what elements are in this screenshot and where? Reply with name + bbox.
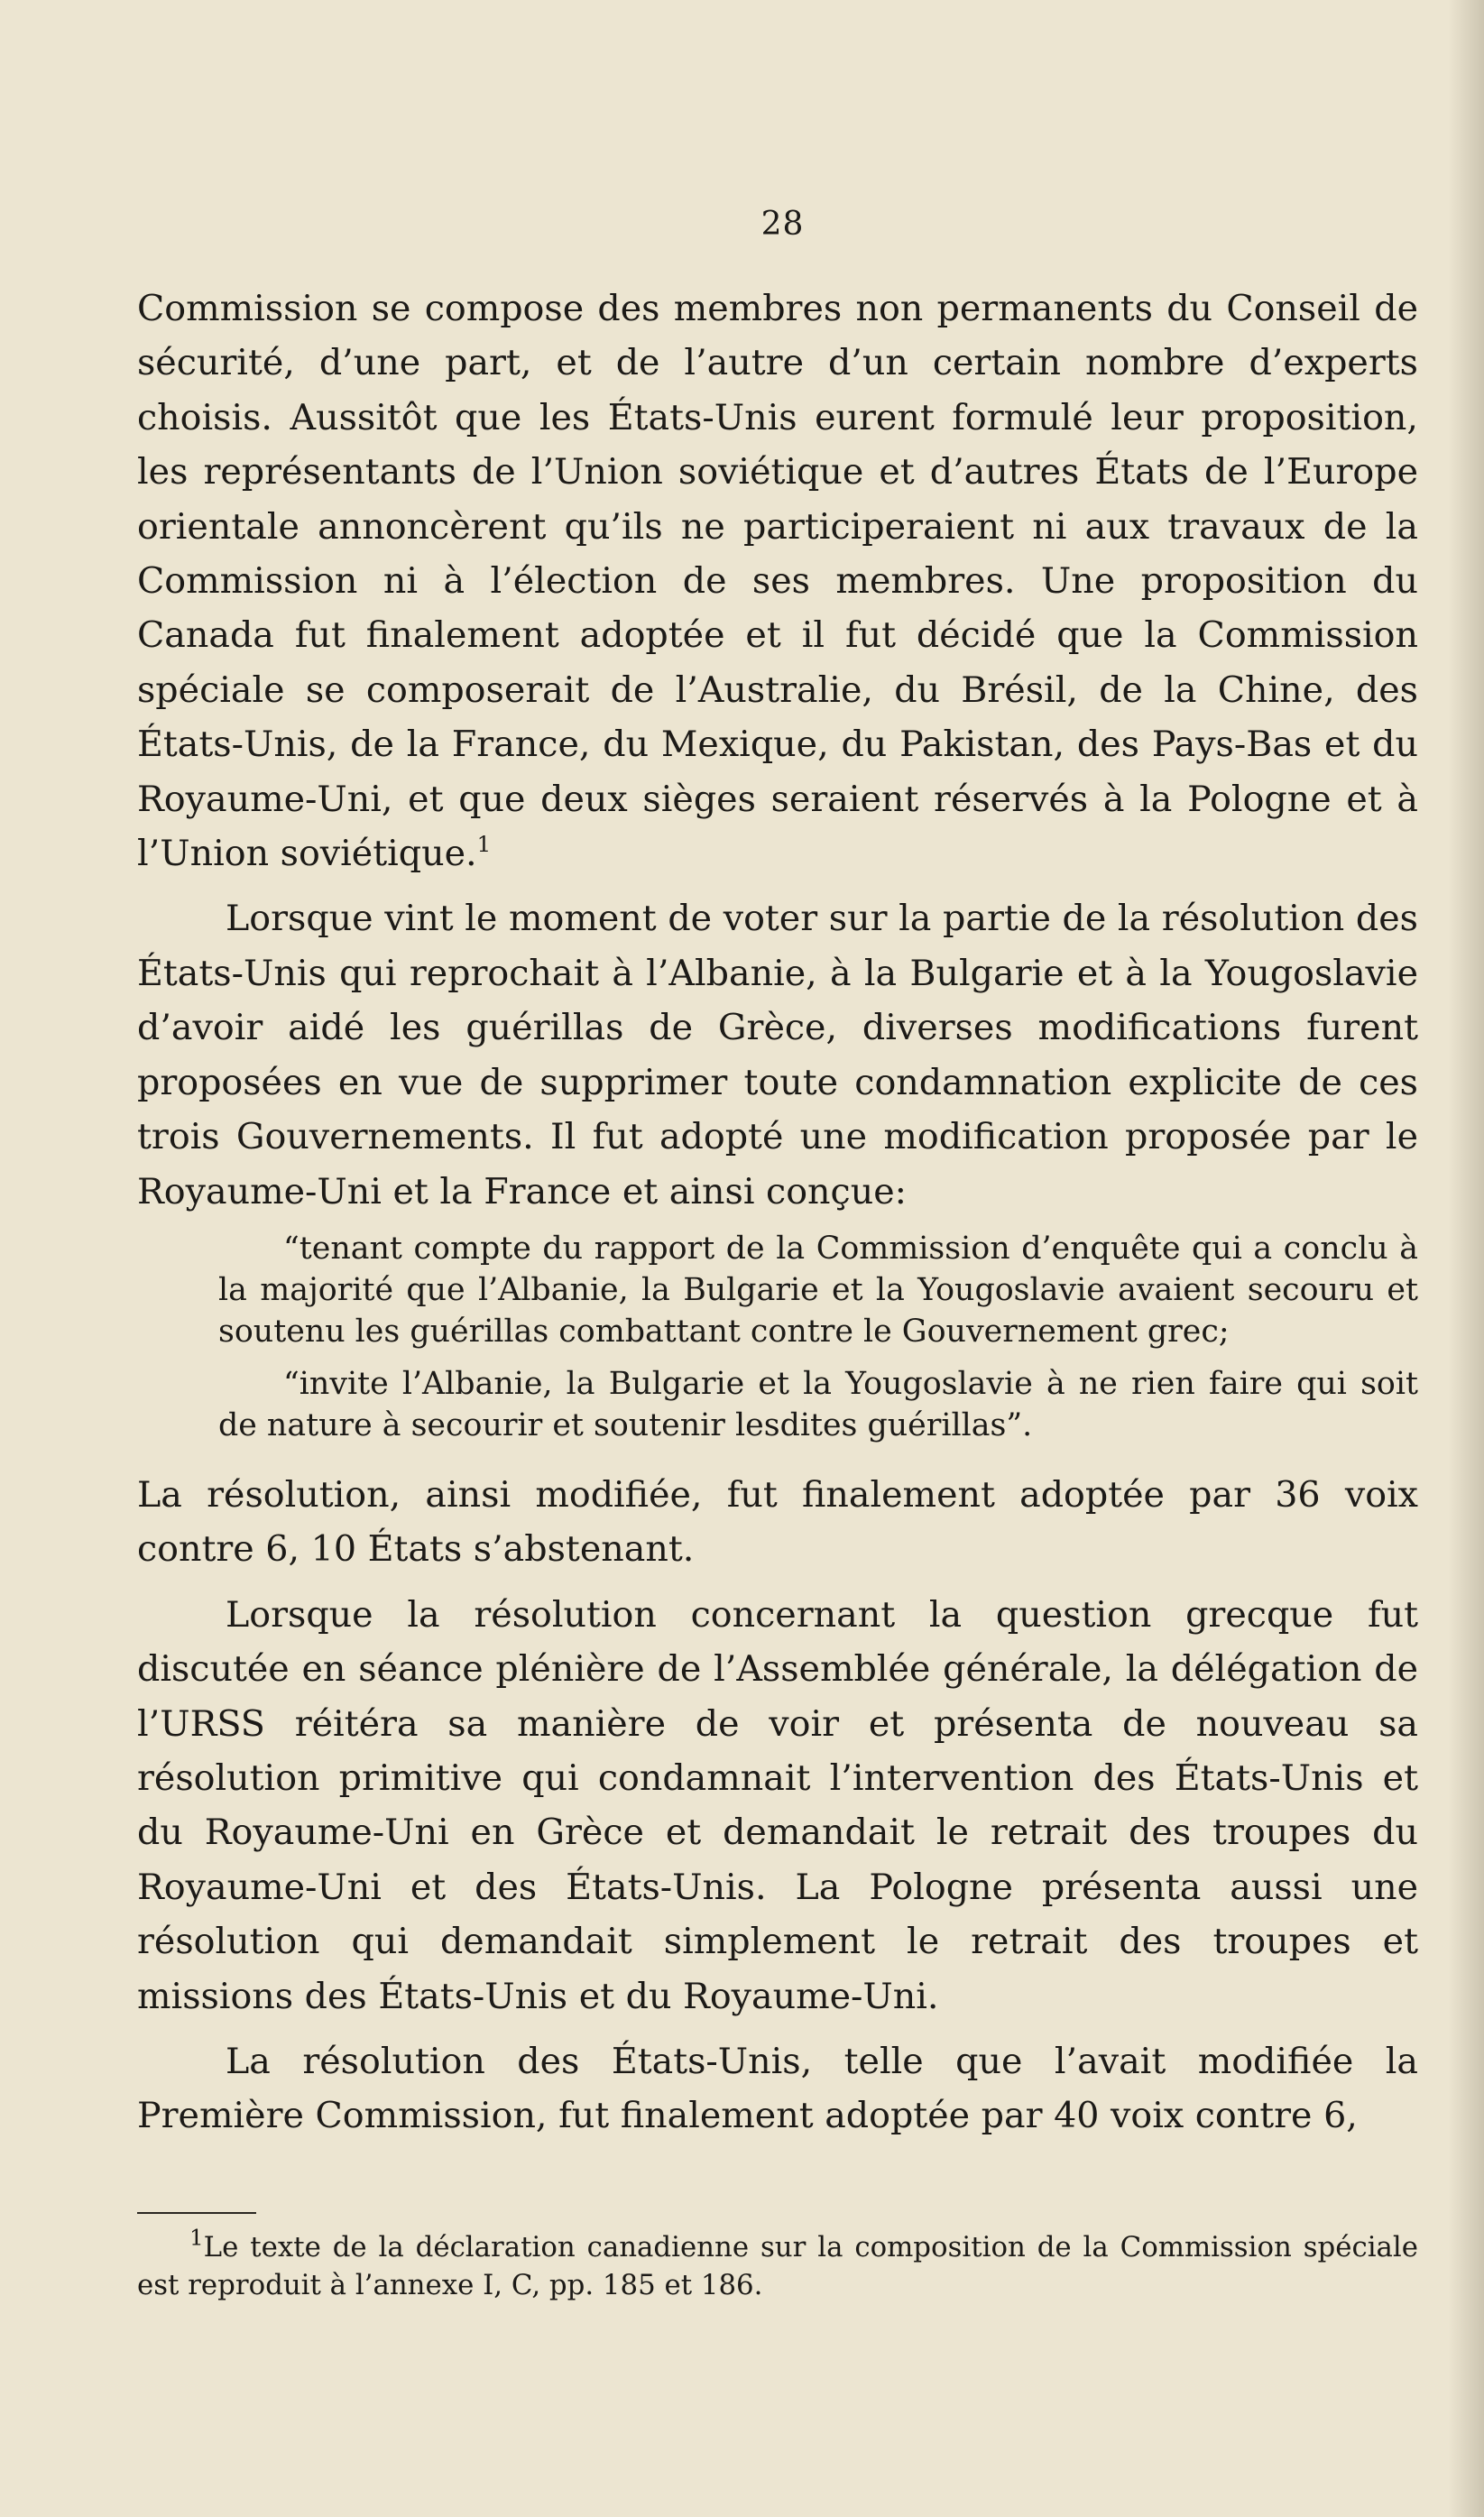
paragraph-2: Lorsque vint le moment de voter sur la partie de la résolution des États-Unis qui reprochait à l’Albanie, à la Bulgarie et à la Yougoslavie d’avoir aidé les guérillas de Grèce, diverses modifications furent proposées en vue de supprimer toute condamnation explicite de ces trois Gouvernements. Il fut adopté une modification proposée par le Royaume-Uni et la France et ainsi conçue: [137,898,1418,1212]
footnote-reference: 1 [476,830,492,857]
page-number: 28 [760,206,805,243]
quote-paragraph-2: “invite l’Albanie, la Bulgarie et la Yougoslavie à ne rien faire qui soit de nature à secourir et soutenir lesdites guérillas”. [218,1365,1418,1443]
block-quote [218,1228,1418,1446]
paragraph-4: Lorsque la résolution concernant la question grecque fut discutée en séance plénière de l’Assemblée générale, la délégation de l’URSS réitéra sa manière de voir et présenta de nouveau sa résolution primitive qui condamnait l’intervention des États-Unis et du Royaume-Uni en Grèce et demandait le retrait des troupes du Royaume-Uni et des États-Unis. La Pologne présenta aussi une résolution qui demandait simplement le retrait des troupes et missions des États-Unis et du Royaume-Uni. [137,1593,1418,2017]
footnote-text: Le texte de la déclaration canadienne sur la composition de la Commission spéciale est reproduit à l’annexe I, C, pp. 185 et 186. [137,2231,1418,2301]
quote-paragraph-1: “tenant compte du rapport de la Commission d’enquête qui a conclu à la majorité que l’Albanie, la Bulgarie et la Yougoslavie avaient secouru et soutenu les guérillas combattant contre le Gouvernement grec; [218,1230,1418,1350]
footnote-mark: 1 [189,2224,204,2251]
footnote-divider [137,2212,256,2214]
paragraph-3: La résolution, ainsi modifiée, fut finalement adoptée par 36 voix contre 6, 10 États s’abstenant. [137,1473,1418,1571]
page-edge-shadow [1448,0,1484,2517]
body-text [137,281,1418,2144]
footnote [137,2224,1418,2304]
footnote-paragraph [137,2224,1418,2304]
paragraph-5: La résolution des États-Unis, telle que l’avait modifiée la Première Commission, fut finalement adoptée par 40 voix contre 6, [137,2040,1418,2137]
paragraph-1 [137,281,1418,880]
paragraph-1-text: Commission se compose des membres non permanents du Conseil de sécurité, d’une part, et de l’autre d’un certain nombre d’experts choisis. Aussitôt que les États-Unis eurent formulé leur proposition, les représentants de l’Union soviétique et d’autres États de l’Europe orientale annoncèrent qu’ils ne participeraient ni aux travaux de la Commission ni à l’élection de ses membres. Une proposition du Canada fut finalement adoptée et il fut décidé que la Commission spéciale se composerait de l’Australie, du Brésil, de la Chine, des États-Unis, de la France, du Mexique, du Pakistan, des Pays-Bas et du Royaume-Uni, et que deux sièges seraient réservés à la Pologne et à l’Union soviétique. [137,288,1418,875]
